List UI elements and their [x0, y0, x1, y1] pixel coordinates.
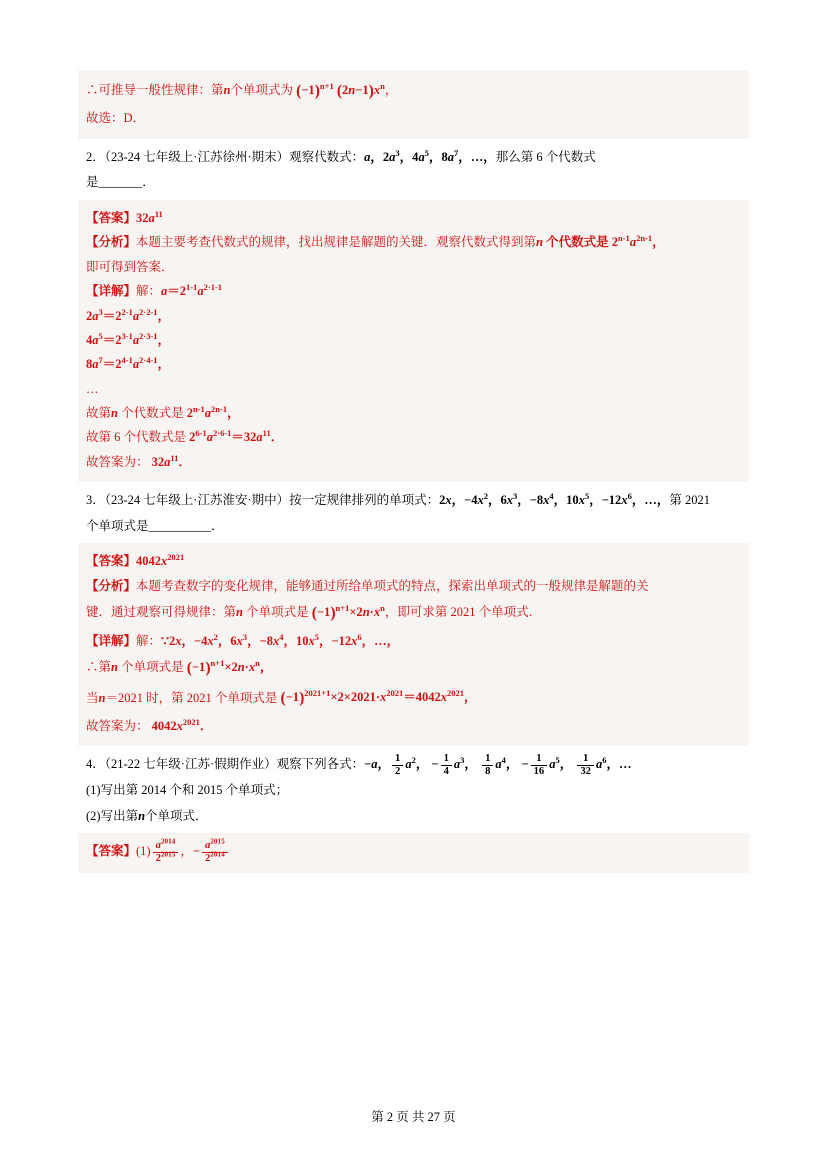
answer-3-final-label: 故答案为： — [86, 719, 149, 733]
answer-3-label: 【答案】 — [86, 554, 137, 569]
question-2-line-1: 2．（23-24 七年级上·江苏徐州·期末）观察代数式：a，$2a^3$，$4a^5$，$8a^7$，…，那么第 6 个代数式 — [86, 147, 596, 164]
question-2-number: 2． — [86, 149, 105, 164]
question-3-line-1: 3．（23-24 七年级上·江苏淮安·期中）按一定规律排列的单项式：2x，$-4x^2$，$6x^3$，$-8x^4$，$10x^5$，$-12x^6$，…，第 2021 — [86, 491, 710, 508]
question-3-line-2: 个单项式是__________． — [86, 518, 224, 533]
question-4-text: 观察下列各式： — [276, 757, 365, 772]
question-4-sub-2-post: 个单项式． — [145, 808, 208, 823]
answer-4-part: (1) — [136, 844, 151, 859]
detail-2-concl-prefix: 故第 — [86, 406, 112, 421]
question-2-text: 观察代数式： — [289, 149, 365, 164]
question-4-sub-2-prefix: (2)写出第 — [86, 808, 139, 823]
detail-2-label: 【详解】 — [86, 284, 137, 299]
answer-4-label: 【答案】 — [86, 844, 137, 859]
detail-2-step-3: $4a^5=2^{3-1}a^{2\cdot 3-1}$， — [86, 330, 171, 347]
detail-3-rule: ∴第n 个单项式是 $(-1)^{n+1}\times 2n\cdot x^n$， — [86, 657, 273, 677]
detail-3-line-1: 【详解】解：∵2x，$-4x^2$，$6x^3$，$-8x^4$，$10x^5$，$-12x^6$，…， — [86, 631, 400, 648]
answer-2-label: 【答案】 — [86, 211, 137, 226]
detail-3-lead: 解： — [136, 633, 162, 648]
detail-2-conclusion-2: 故第 6 个代数式是 $2^{6-1}a^{2\cdot 6-1}=32a^{11}$． — [86, 428, 284, 445]
detail-2-conclusion-1: 故第n 个代数式是 $2^{n-1}a^{2n-1}$， — [86, 403, 240, 421]
rule-line-tail: ， — [384, 82, 398, 97]
answer-block-3 — [78, 543, 749, 746]
question-2-tail: 那么第 6 个代数式 — [495, 149, 596, 164]
question-4-sub-2 — [86, 804, 741, 830]
question-4 — [78, 746, 749, 833]
answer-2-line: 【答案】$32a^{11}$ — [86, 208, 163, 226]
analysis-2-line-2: 即可得到答案． — [86, 259, 174, 274]
analysis-2-line-1: 【分析】本题主要考查代数式的规律，找出规律是解题的关键．观察代数式得到第n 个代数式是 $2^{n-1}a^{2n-1}$， — [86, 233, 665, 250]
analysis-3-variable: n — [236, 604, 243, 619]
choice-line: 故选：D． — [86, 111, 146, 126]
detail-2-step-4: $8a^7=2^{4-1}a^{2\cdot 4-1}$， — [86, 355, 171, 372]
rule-line: ∴可推导一般性规律：第n个单项式为 $(-1)^{n+1}$ $(2n-1)x^n$， — [86, 80, 398, 99]
detail-2-lead: 解： — [136, 284, 162, 299]
analysis-3-text-1: 本题考查数字的变化规律，能够通过所给单项式的特点，探索出单项式的一般规律是解题的关 — [136, 578, 649, 593]
answer-4-line: 【答案】(1) $\frac{a^{2014}}{2^{2015}}$ ，− $\frac{a^{2015}}{2^{2014}}$ — [86, 839, 741, 865]
question-4-number: 4． — [86, 757, 105, 772]
question-4-source: （21-22 七年级·江苏·假期作业） — [104, 757, 277, 772]
detail-2-ellipsis: … — [86, 381, 99, 396]
rule-line-prefix: ∴可推导一般性规律：第 — [86, 82, 224, 97]
analysis-2-text-1: 本题主要考查代数式的规律，找出规律是解题的关键．观察代数式得到第 — [136, 235, 537, 250]
analysis-2-variable: n — [536, 235, 543, 250]
detail-2-line-1: 【详解】解：$a=2^{1-1}a^{2\cdot 1-1}$ — [86, 282, 223, 299]
question-3-text: 按一定规律排列的单项式： — [289, 493, 440, 508]
detail-3-sub-variable: n — [98, 690, 106, 705]
question-4-sub-1: (1)写出第 2014 个和 2015 个单项式； — [86, 783, 289, 798]
analysis-2-label: 【分析】 — [86, 235, 137, 250]
detail-2-step-2: $2a^3=2^{2-1}a^{2\cdot 2-1}$， — [86, 306, 171, 323]
detail-3-rule-prefix: ∴第 — [86, 659, 112, 674]
analysis-3-line-1 — [86, 574, 741, 598]
rule-line-middle: 个单项式为 — [230, 82, 293, 97]
rule-line-variable: n — [223, 82, 231, 97]
question-2-line-2: 是_______． — [86, 175, 155, 190]
detail-2-concl-variable: n — [111, 406, 118, 421]
page-content — [78, 70, 749, 873]
analysis-3-label: 【分析】 — [86, 578, 137, 593]
question-3-source: （23-24 七年级上·江苏淮安·期中） — [104, 493, 290, 508]
question-4-line-1: 4．（21-22 七年级·江苏·假期作业）观察下列各式：−a， $\frac{1}{2}$ $a^2$， − $\frac{1}{4}$ $a^3$， $\frac{1}{8}$ $a^4$， − $\frac{1}{16}$ $a^5$， $\frac{1}{32}$ $a^6$，… — [86, 752, 632, 777]
detail-3-label: 【详解】 — [86, 633, 137, 648]
detail-3-rule-variable: n — [111, 659, 118, 674]
answer-block-2 — [78, 200, 749, 482]
answer-block-4 — [78, 833, 749, 873]
page-footer: 第 2 页 共 27 页 — [371, 1110, 456, 1124]
detail-3-sub-prefix: 当 — [86, 690, 99, 705]
analysis-3-text-2-pre: 键．通过观察可得规律：第 — [86, 604, 237, 619]
detail-3-conclusion: 故答案为： $4042x^{2021}$． — [86, 716, 213, 733]
question-3 — [78, 482, 749, 543]
answer-4-separator: ， — [180, 844, 193, 859]
answer-4-sign: − — [192, 844, 200, 859]
detail-3-substitution: 当n＝2021 时，第 2021 个单项式是 $(-1)^{2021+1}\times 2\times 2021\cdot x^{2021}=4042x^{2021}$， — [86, 688, 477, 707]
question-2 — [78, 139, 749, 200]
question-3-number: 3． — [86, 493, 105, 508]
answer-2-final-label: 故答案为： — [86, 454, 149, 469]
question-2-source: （23-24 七年级上·江苏徐州·期末） — [104, 149, 290, 164]
answer-block-1 — [78, 70, 749, 139]
question-3-tail: 第 2021 — [669, 493, 710, 508]
answer-3-line: 【答案】$4042x^{2021}$ — [86, 552, 185, 569]
question-4-sub-2-variable: n — [138, 808, 146, 823]
detail-2-conclusion-3: 故答案为： $32a^{11}$． — [86, 452, 191, 469]
analysis-3-line-2: 键．通过观察可得规律：第n 个单项式是 $(-1)^{n+1}\times 2n\cdot x^n$，即可求第 2021 个单项式． — [86, 602, 542, 622]
